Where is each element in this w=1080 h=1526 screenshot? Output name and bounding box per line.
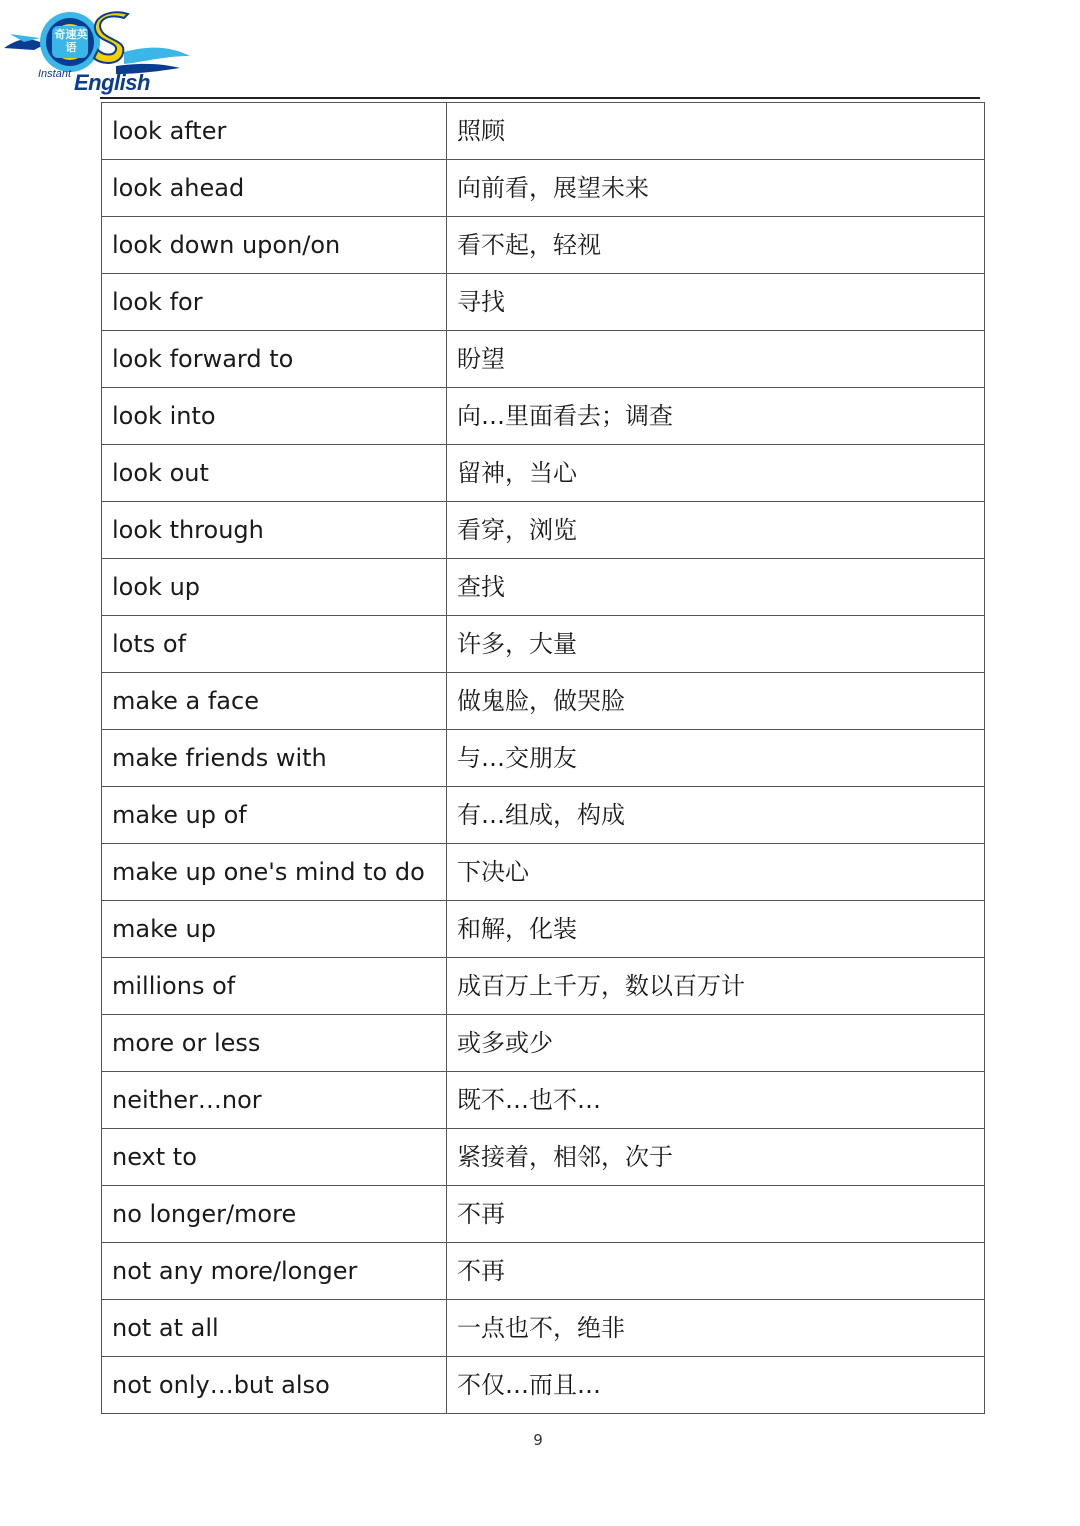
phrase-chinese: 向…里面看去；调查 <box>447 388 985 445</box>
logo-chinese-text: 奇速英语 <box>54 28 88 54</box>
phrase-english: millions of <box>102 958 447 1015</box>
table-row <box>102 1015 985 1072</box>
phrase-english: make up <box>102 901 447 958</box>
header-rule <box>100 97 980 99</box>
phrase-english: look after <box>102 103 447 160</box>
phrase-chinese: 不再 <box>447 1243 985 1300</box>
table-row <box>102 1186 985 1243</box>
phrase-chinese: 盼望 <box>447 331 985 388</box>
phrase-english: not any more/longer <box>102 1243 447 1300</box>
phrase-english: look into <box>102 388 447 445</box>
phrase-english: make up one's mind to do <box>102 844 447 901</box>
table-row <box>102 616 985 673</box>
table-row <box>102 502 985 559</box>
phrase-table <box>101 102 985 1414</box>
phrase-english: look for <box>102 274 447 331</box>
table-row <box>102 901 985 958</box>
phrase-chinese: 照顾 <box>447 103 985 160</box>
phrase-english: look down upon/on <box>102 217 447 274</box>
phrase-chinese: 查找 <box>447 559 985 616</box>
table-row <box>102 787 985 844</box>
logo-english-text: English <box>74 70 150 95</box>
phrase-english: make friends with <box>102 730 447 787</box>
phrase-chinese: 有…组成，构成 <box>447 787 985 844</box>
table-row <box>102 217 985 274</box>
phrase-chinese: 或多或少 <box>447 1015 985 1072</box>
phrase-english: look through <box>102 502 447 559</box>
phrase-table-body <box>102 103 985 1414</box>
qs-english-logo <box>4 4 194 96</box>
phrase-english: look forward to <box>102 331 447 388</box>
table-row <box>102 103 985 160</box>
phrase-chinese: 一点也不，绝非 <box>447 1300 985 1357</box>
phrase-chinese: 向前看，展望未来 <box>447 160 985 217</box>
table-row <box>102 1300 985 1357</box>
phrase-english: look up <box>102 559 447 616</box>
phrase-english: neither…nor <box>102 1072 447 1129</box>
table-row <box>102 331 985 388</box>
phrase-english: make up of <box>102 787 447 844</box>
phrase-chinese: 留神，当心 <box>447 445 985 502</box>
phrase-chinese: 不再 <box>447 1186 985 1243</box>
table-row <box>102 1357 985 1414</box>
phrase-english: make a face <box>102 673 447 730</box>
phrase-english: look ahead <box>102 160 447 217</box>
phrase-chinese: 寻找 <box>447 274 985 331</box>
phrase-english: no longer/more <box>102 1186 447 1243</box>
table-row <box>102 958 985 1015</box>
phrase-english: more or less <box>102 1015 447 1072</box>
phrase-english: not only…but also <box>102 1357 447 1414</box>
table-row <box>102 730 985 787</box>
table-row <box>102 445 985 502</box>
table-row <box>102 274 985 331</box>
phrase-chinese: 既不…也不… <box>447 1072 985 1129</box>
phrase-chinese: 不仅…而且… <box>447 1357 985 1414</box>
table-row <box>102 1243 985 1300</box>
phrase-chinese: 下决心 <box>447 844 985 901</box>
table-row <box>102 844 985 901</box>
phrase-english: not at all <box>102 1300 447 1357</box>
phrase-chinese: 做鬼脸，做哭脸 <box>447 673 985 730</box>
table-row <box>102 559 985 616</box>
phrase-chinese: 许多，大量 <box>447 616 985 673</box>
table-row <box>102 1072 985 1129</box>
phrase-chinese: 与…交朋友 <box>447 730 985 787</box>
phrase-chinese: 成百万上千万，数以百万计 <box>447 958 985 1015</box>
table-row <box>102 673 985 730</box>
phrase-english: lots of <box>102 616 447 673</box>
page-number: 9 <box>533 1431 543 1449</box>
logo-instant-text: Instant <box>38 68 72 80</box>
phrase-chinese: 看穿，浏览 <box>447 502 985 559</box>
phrase-chinese: 和解，化装 <box>447 901 985 958</box>
table-row <box>102 160 985 217</box>
table-row <box>102 388 985 445</box>
phrase-english: look out <box>102 445 447 502</box>
phrase-english: next to <box>102 1129 447 1186</box>
phrase-chinese: 紧接着，相邻，次于 <box>447 1129 985 1186</box>
table-row <box>102 1129 985 1186</box>
phrase-chinese: 看不起，轻视 <box>447 217 985 274</box>
